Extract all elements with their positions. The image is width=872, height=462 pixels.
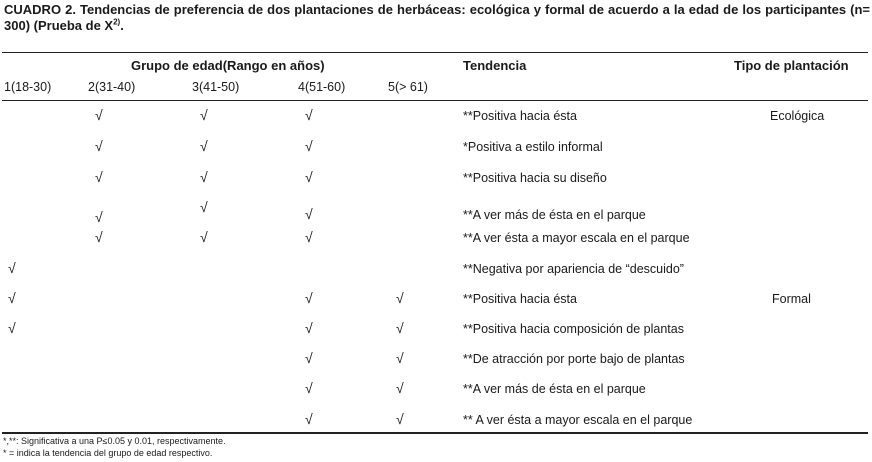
check-mark: √: [396, 290, 404, 306]
caption-text: Tendencias de preferencia de dos plantaciones de herbáceas: ecológica y formal de acuerdo a la edad de los participantes (n= 300) (Prueba de X: [4, 2, 870, 33]
check-mark: √: [305, 138, 313, 154]
plantation-type-cell: Ecológica: [770, 109, 825, 123]
header-trend: Tendencia: [463, 58, 527, 73]
check-mark: √: [95, 138, 103, 154]
check-mark: √: [305, 169, 313, 185]
check-mark: √: [8, 320, 16, 336]
trend-cell: **De atracción por porte bajo de plantas: [463, 352, 685, 366]
check-mark: √: [305, 350, 313, 366]
table-caption: [4, 2, 870, 34]
check-mark: √: [305, 107, 313, 123]
check-mark: √: [396, 380, 404, 396]
top-rule: [2, 52, 868, 53]
check-mark: √: [305, 206, 313, 222]
check-mark: √: [305, 320, 313, 336]
footnote-indicator: * = indica la tendencia del grupo de edad respectivo.: [3, 448, 213, 458]
check-mark: √: [305, 229, 313, 245]
bottom-rule: [2, 432, 868, 434]
check-mark: √: [396, 350, 404, 366]
trend-cell: **Positiva hacia composición de plantas: [463, 322, 684, 336]
trend-cell: *Positiva a estilo informal: [463, 140, 603, 154]
trend-cell: **A ver ésta a mayor escala en el parque: [463, 231, 690, 245]
check-mark: √: [8, 290, 16, 306]
plantation-type-cell: Formal: [772, 292, 811, 306]
caption-label: CUADRO 2.: [4, 2, 76, 17]
check-mark: √: [305, 380, 313, 396]
check-mark: √: [396, 320, 404, 336]
header-age-3: 3(41-50): [192, 80, 240, 94]
header-plantation-type: Tipo de plantación: [734, 58, 849, 73]
check-mark: √: [305, 290, 313, 306]
check-mark: √: [200, 107, 208, 123]
footnote-significance: *,**: Significativa a una P≤0.05 y 0.01, respectivamente.: [3, 436, 226, 446]
caption-superscript: 2): [113, 17, 121, 27]
trend-cell: ** A ver ésta a mayor escala en el parque: [463, 413, 693, 427]
trend-cell: **A ver más de ésta en el parque: [463, 208, 646, 222]
check-mark: √: [95, 229, 103, 245]
check-mark: √: [200, 138, 208, 154]
header-rule: [2, 100, 868, 101]
check-mark: √: [8, 260, 16, 276]
trend-cell: **Positiva hacia ésta: [463, 109, 577, 123]
check-mark: √: [95, 107, 103, 123]
header-age-5: 5(> 61): [388, 80, 428, 94]
header-age-2: 2(31-40): [88, 80, 136, 94]
trend-cell: **Negativa por apariencia de “descuido”: [463, 262, 684, 276]
header-age-1: 1(18-30): [4, 80, 52, 94]
check-mark: √: [396, 411, 404, 427]
check-mark: √: [95, 209, 103, 225]
header-age-4: 4(51-60): [298, 80, 346, 94]
trend-cell: **Positiva hacia ésta: [463, 292, 577, 306]
check-mark: √: [200, 169, 208, 185]
check-mark: √: [200, 199, 208, 215]
caption-end: .: [120, 18, 124, 33]
trend-cell: **Positiva hacia su diseño: [463, 171, 607, 185]
trend-cell: **A ver más de ésta en el parque: [463, 382, 646, 396]
check-mark: √: [95, 169, 103, 185]
header-age-group: Grupo de edad(Rango en años): [131, 58, 325, 73]
check-mark: √: [200, 229, 208, 245]
check-mark: √: [305, 411, 313, 427]
